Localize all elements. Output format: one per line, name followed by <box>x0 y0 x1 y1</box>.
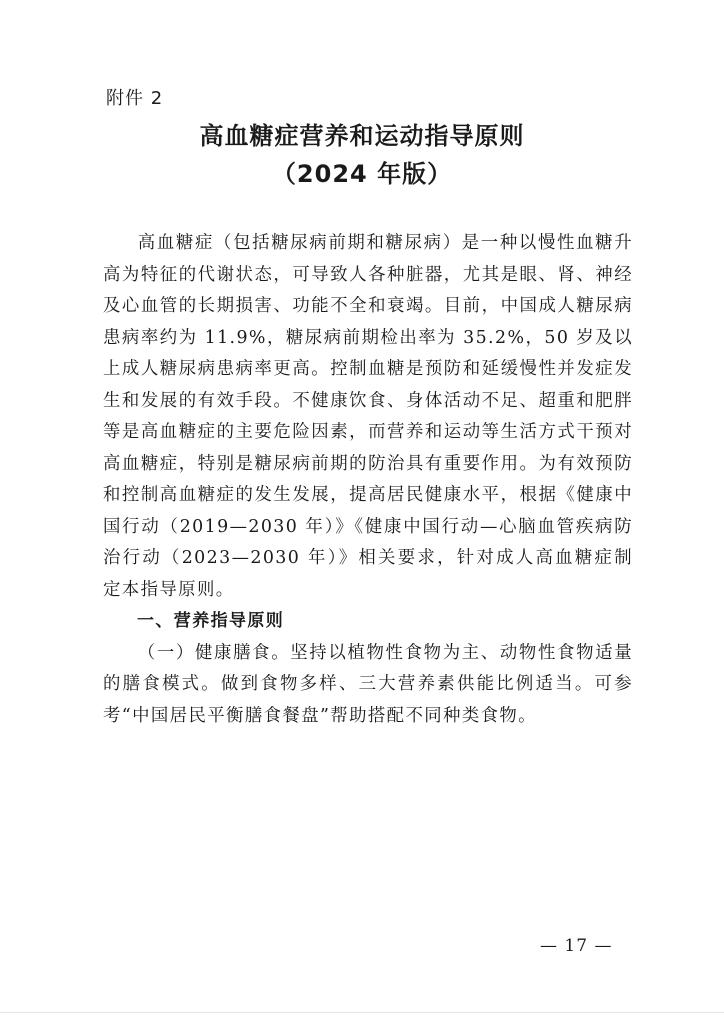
page-number: — 17 — <box>540 936 613 956</box>
section-item-healthy-diet: （一）健康膳食。坚持以植物性食物为主、动物性食物适量的膳食模式。做到食物多样、三大营养素供能比例适当。可参考“中国居民平衡膳食餐盘”帮助搭配不同种类食物。 <box>103 642 633 726</box>
page-bottom-divider <box>0 1012 724 1013</box>
document-body <box>103 228 633 732</box>
attachment-label: 附件 2 <box>106 88 164 109</box>
document-title: 高血糖症营养和运动指导原则 <box>199 122 525 150</box>
intro-paragraph: 高血糖症（包括糖尿病前期和糖尿病）是一种以慢性血糖升高为特征的代谢状态，可导致人各种脏器，尤其是眼、肾、神经及心血管的长期损害、功能不全和衰竭。目前，中国成人糖尿病患病率约为 11.9%，糖尿病前期检出率为 35.2%，50 岁及以上成人糖尿病患病率更高。控制血糖是预防和延缓慢性并发症发生和发展的有效手段。不健康饮食、身体活动不足、超重和肥胖等是高血糖症的主要危险因素，而营养和运动等生活方式干预对高血糖症，特别是糖尿病前期的防治具有重要作用。为有效预防和控制高血糖症的发生发展，提高居民健康水平，根据《健康中国行动（2019—2030 年）》《健康中国行动—心脑血管疾病防治行动（2023—2030 年）》相关要求，针对成人高血糖症制定本指导原则。 <box>103 233 633 600</box>
document-title-edition: （2024 年版） <box>271 160 453 188</box>
section-heading-nutrition: 一、营养指导原则 <box>137 611 285 631</box>
